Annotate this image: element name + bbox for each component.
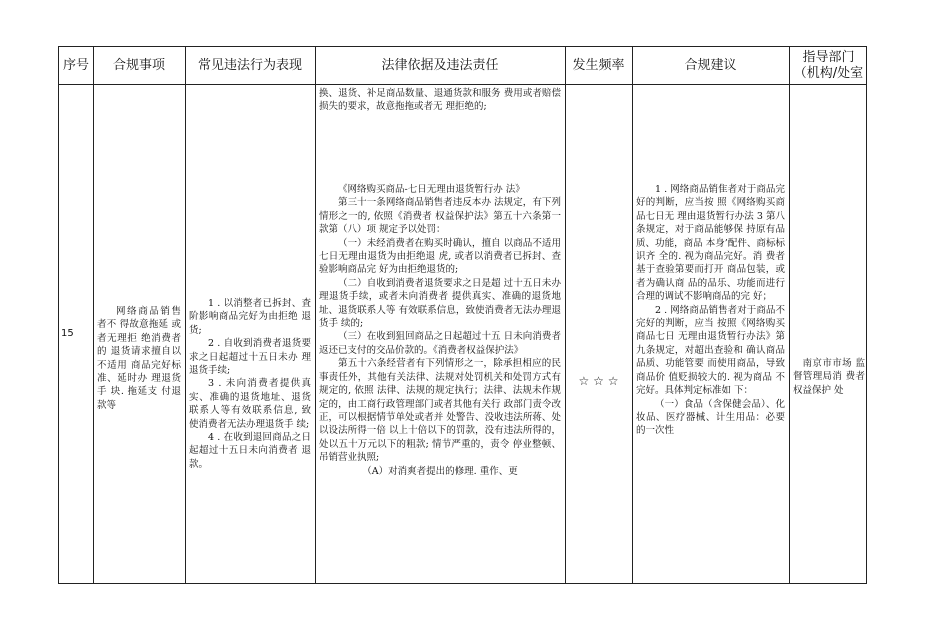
behavior-item: 2 . 自收到消费者退货要求之日起超过十五日未办 理退货手续;	[189, 338, 311, 377]
header-item: 合规事项	[112, 58, 165, 73]
header-department-line1: 指导部门	[802, 50, 855, 65]
behavior-item: 3 . 未向消费者提供真实、准确的退货地址、退货 联系人等有效联系信息, 致 使消费者无法办理退货手 续;	[189, 378, 311, 430]
advice-list	[636, 183, 785, 438]
advice-item: 1 . 网络商品销隹者对于商品完好的判断，应当按 照《网络购买商品七日无 理由退货暂行办法 3 第八 条规定，对于商品能够保 持原有品质、功能，商品 本身’配件、商标标识齐 全的. 视为商品完好。消 费者基于查验第要而打开 商品包装，或者为确认商 品的品乐、功能而进行合理的调试不影响商品的完 好；	[636, 184, 785, 303]
column-divider	[632, 47, 633, 583]
law-last-line: （A）对消爽者提出的修理. 重作、更	[362, 465, 518, 477]
law-paragraph: （二）自收到消费者退货要求之日是超 过十五日未办理退货手续，或者未向消费者 提供真实、准确的退货地址、退货联系人等 有效联系信息，致使消费者无法办理退货手 续的;	[319, 277, 561, 330]
law-text	[319, 183, 561, 478]
header-advice: 合规建议	[684, 58, 737, 73]
header-no: 序号	[62, 58, 89, 73]
column-divider	[185, 47, 186, 583]
compliance-item-text: 网络商品销售者不 得故意拖延 或者无理拒 绝消费者的 退货请求擅自以不适用 商品完好标 准、延时办 理退货手 块. 拖延支 付退款等	[97, 306, 181, 411]
column-divider	[315, 47, 316, 583]
header-department-line2: （机构/处室	[793, 66, 864, 81]
behavior-list	[189, 297, 311, 471]
behavior-item: 1 . 以消整者已拆封、査阶影响商品完好为由拒绝 退货;	[189, 298, 311, 336]
law-paragraph: 第三十一条网络商品销售者违反本办 法规定，有下列情形之一的, 依照《消费者 权益保护法》第五十六条第一款第（八）项 规定予以处罚：	[319, 197, 561, 236]
header-frequency: 发生频率	[572, 58, 625, 73]
row-number: 15	[61, 328, 74, 339]
law-text-top: 换、退货、补足商品数量、退通货款和服务 费用或者赔偿损失的要求，故意拖拖或者无 理拒绝的;	[319, 88, 561, 113]
law-paragraph: 第五十六条经营者有下列情形之一，除承担相应的民事责任外，其他有关法律、法规对处罚机关和处罚方式有规定的, 依照 法律、法规的规定执行；法律、法规未作规 定的，由工商行政管理部门或者其他有关行 政部门责令改正，可以根据情节单处或者并 处警告、没收违法所蒋、处以设法所得一倍 以上十倍以下的罚款，没有违法所得的，处以五十万元以下的粗款; 情节严重的，责令 停业整顿、吊销营业执照;	[319, 358, 561, 464]
header-behavior: 常见违法行为表现	[197, 58, 302, 73]
column-divider	[789, 47, 790, 583]
advice-item: 2 . 网络商品销售者对于商品不完好的判断，应当 按照《网络购买商品七日 无理由退货暂行办法》第 九条规定，对超出查验和 确认商品品质、功能管要 而使用商品，导致商品价 值贬损较大的. 视为商品 不完好。具体判定标准如 下：	[636, 304, 785, 397]
column-divider	[93, 47, 94, 583]
compliance-table	[58, 46, 867, 584]
law-paragraph: （三）在收到狙回商品之日起超过十五 日未向消费者返还已支付的交品价款的。《消费者权益保护法》	[319, 331, 561, 356]
frequency-stars: ☆ ☆ ☆	[578, 374, 619, 388]
header-department	[789, 47, 868, 85]
department-text: 南京市市场 监督管理局消 费者权益保护 处	[793, 358, 865, 396]
header-law: 法律依据及违法责任	[381, 58, 499, 73]
behavior-item: 4 . 在收到退回商品之日起超过十五日未向消费者 退款。	[189, 432, 311, 470]
law-title: 《网络购买商品-七日无理由退货暂行办 法》	[338, 184, 525, 195]
column-divider	[565, 47, 566, 583]
law-paragraph: （一）未经消费者在购买时确认，擅自 以商品不适用七日无理由退货为由拒绝退 虎, 或者以消费者已拆封、查验影响商品完 好为由拒绝退货的;	[319, 237, 561, 276]
advice-item: （一）食品（含保健会品）、化妆品、医疗器械、计生用品：必要的一次性	[636, 398, 785, 437]
